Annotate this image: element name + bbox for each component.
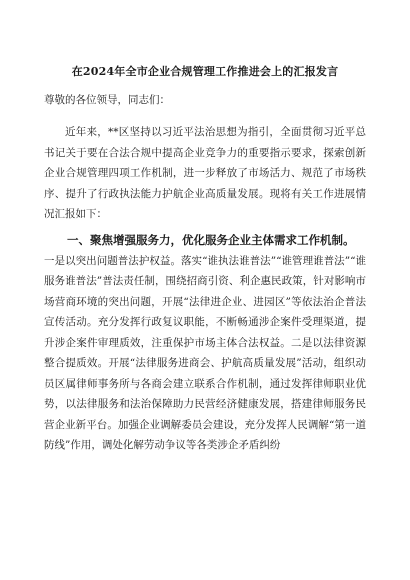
salutation: 尊敬的各位领导，同志们： bbox=[44, 94, 170, 106]
section-body: 一是以突出问题普法护权益。落实“谁执法谁普法”“谁管理谁普法”“谁服务谁普法”普法责任制，围绕招商引资、利企惠民政策，针对影响市场营商环境的突出问题，开展“法律进企业、进园区”等依法治企普法宣传活动。充分发挥行政复议职能，不断畅通涉企案件受理渠道，提升涉企案件审理质效，注重保护市场主体合法权益。二是以法律资源整合提质效。开展“法律服务进商会、护航高质量发展”活动，组织动员区属律师事务所与各商会建立联系合作机制，通过发挥律师职业优势，以法律服务和法治保障助力民营经济健康发展，搭建律师服务民营企业新平台。加强企业调解委员会建设，充分发挥人民调解“第一道防线”作用，调处化解劳动争议等各类涉企矛盾纠纷 bbox=[44, 254, 366, 451]
section-heading: 一、聚焦增强服务力，优化服务企业主体需求工作机制。 bbox=[67, 232, 355, 247]
intro-paragraph: 近年来，**区坚持以习近平法治思想为指引，全面贯彻习近平总书记关于要在合法合规中提高企业竞争力的重要指示要求，探索创新企业合规管理四项工作机制，进一步释放了市场活力、规范了市场秩序、提升了行政执法能力护航企业高质量发展。现将有关工作进展情况汇报如下： bbox=[44, 126, 366, 220]
document-title: 在2024年全市企业合规管理工作推进会上的汇报发言 bbox=[71, 65, 339, 78]
